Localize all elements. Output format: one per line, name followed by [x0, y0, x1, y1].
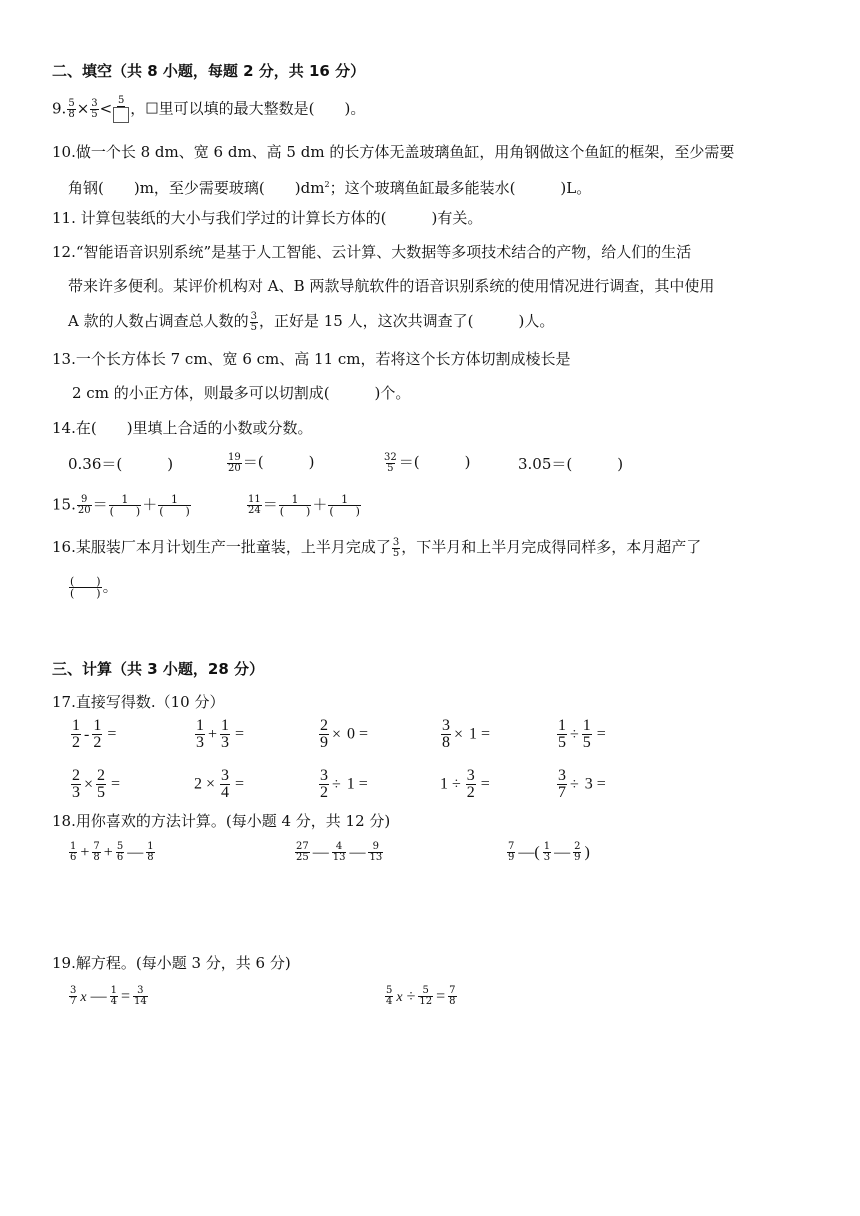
operator: — [127, 843, 144, 861]
q9-text: ，☐里可以填的最大整数是( )。 [130, 99, 366, 118]
q14-d: 3.05＝( ) [518, 455, 624, 473]
operator: — [554, 843, 571, 861]
fraction: $\frac{3}{2}$ [320, 767, 328, 801]
operator: 1 ÷ [440, 775, 465, 793]
fraction: $\frac{5}{12}$ [419, 985, 433, 1007]
q17-item [556, 768, 606, 801]
operator: —( [518, 843, 540, 861]
operator: — [312, 843, 329, 861]
fraction: $\frac{3}{7}$ [558, 767, 566, 801]
q9-lt: < [99, 99, 113, 118]
equals: 0 = [343, 725, 369, 743]
operator: + [208, 725, 218, 743]
fraction: $\frac{9}{13}$ [369, 841, 383, 863]
fraction: $\frac{7}{8}$ [449, 985, 456, 1007]
fraction: $\frac{1}{3}$ [196, 717, 204, 751]
q10-line2: 角钢( )m，至少需要玻璃( )$dm^2$；这个玻璃鱼缸最多能装水( )L。 [68, 179, 592, 197]
q15-expr-1: 15. $\frac{9}{20}$ ＝ $\frac{1}{( )}$ ＋ $\frac{1}{( )}$ [52, 493, 190, 518]
fraction: $\frac{3}{8}$ [442, 717, 450, 751]
fraction: $\frac{1}{3}$ [221, 717, 230, 751]
q18-expr-1 [68, 842, 156, 863]
fraction: $\frac{1}{8}$ [147, 841, 154, 863]
fraction: $\frac{2}{5}$ [97, 767, 106, 801]
operator: — [90, 987, 107, 1005]
fraction: $\frac{3}{4}$ [221, 767, 230, 801]
q18-title: 18.用你喜欢的方法计算。(每小题 4 分，共 12 分) [52, 812, 391, 830]
q13-line1: 13.一个长方体长 7 cm、宽 6 cm、高 11 cm，若将这个长方体切割成棱长是 [52, 350, 571, 368]
q17-item [556, 718, 606, 751]
equals: 1 = [342, 775, 368, 793]
fraction: $\frac{2}{9}$ [320, 717, 328, 751]
operator: ÷ [570, 725, 579, 743]
question-11: 11. 计算包装纸的大小与我们学过的计算长方体的( )有关。 [52, 209, 483, 227]
fraction: $\frac{1}{4}$ [110, 985, 117, 1007]
q13-line2: 2 cm 的小正方体，则最多可以切割成( )个。 [72, 384, 411, 402]
q19-equation-2 [384, 986, 458, 1007]
question-9 [52, 96, 365, 123]
q17-item [70, 768, 120, 801]
fraction: $\frac{1}{5}$ [558, 717, 566, 751]
variable-x: x [80, 989, 87, 1005]
q9-times: × [76, 99, 90, 118]
q12-line2: 带来许多便利。某评价机构对 A、B 两款导航软件的语音识别系统的使用情况进行调查，其中使用 [68, 277, 715, 295]
fraction: $\frac{4}{13}$ [332, 841, 346, 863]
q16-line2: $\frac{( )}{( )}$ 。 [70, 575, 118, 600]
fraction: $\frac{7}{8}$ [93, 841, 100, 863]
q18-expr-3 [506, 842, 592, 863]
equals: = [120, 987, 130, 1005]
operator: - [84, 725, 90, 743]
fraction: $\frac{1}{3}$ [543, 841, 551, 863]
fraction: $\frac{1}{2}$ [72, 717, 80, 751]
equals: = [107, 775, 121, 793]
fraction: $\frac{1}{5}$ [582, 717, 591, 751]
q17-item [440, 768, 490, 801]
q10-line1: 10.做一个长 8 dm、宽 6 dm、高 5 dm 的长方体无盖玻璃鱼缸，用角钢做这个鱼缸的框架，至少需要 [52, 143, 735, 161]
q19-equation-1 [68, 986, 149, 1007]
q18-expr-2 [294, 842, 384, 863]
q17-title: 17.直接写得数.（10 分） [52, 693, 225, 711]
q9-fraction-1: $\frac{5}{8}$ [68, 98, 75, 120]
equals: = [592, 725, 606, 743]
q17-item [318, 718, 368, 751]
operator: ÷ [332, 775, 341, 793]
equals: 1 = [465, 725, 491, 743]
fraction: $\frac{7}{9}$ [508, 841, 515, 863]
q17-item [318, 768, 368, 801]
equals: = [436, 987, 446, 1005]
q19-title: 19.解方程。(每小题 3 分，共 6 分) [52, 954, 291, 972]
fraction: $\frac{5}{6}$ [116, 841, 124, 863]
equals: = [231, 725, 245, 743]
q14-title: 14.在( )里填上合适的小数或分数。 [52, 419, 313, 437]
fraction: $\frac{2}{9}$ [574, 841, 581, 863]
operator: × [332, 725, 342, 743]
equals: = [231, 775, 245, 793]
q17-item [70, 718, 116, 751]
operator: ÷ [406, 987, 416, 1005]
equals: = [103, 725, 117, 743]
fraction: $\frac{2}{3}$ [72, 767, 80, 801]
q17-item [194, 718, 244, 751]
q12-line3: A 款的人数占调查总人数的 $\frac{3}{5}$ ，正好是 15 人，这次共调查了( )人。 [68, 310, 555, 333]
q12-line1: 12.“智能语音识别系统”是基于人工智能、云计算、大数据等多项技术结合的产物，给人们的生活 [52, 243, 692, 261]
operator: ÷ [570, 775, 579, 793]
equals: = [476, 775, 490, 793]
q17-item [194, 768, 244, 801]
q12-fraction: $\frac{3}{5}$ [250, 310, 257, 333]
operator: — [349, 843, 366, 861]
fraction: $\frac{1}{2}$ [93, 717, 102, 751]
q9-fraction-2: $\frac{3}{5}$ [91, 98, 98, 120]
operator: 2 × [194, 775, 220, 793]
q15-expr-2: $\frac{11}{24}$ ＝ $\frac{1}{( )}$ ＋ $\frac{1}{( )}$ [248, 493, 360, 518]
operator: + [103, 843, 113, 861]
fraction: $\frac{3}{14}$ [134, 985, 147, 1007]
fraction: $\frac{3}{2}$ [466, 767, 475, 801]
q16-line1: 16.某服装厂本月计划生产一批童装，上半月完成了 $\frac{3}{5}$ ，下半月和上半月完成得同样多，本月超产了 [52, 536, 702, 559]
section2-title: 二、填空（共 8 小题，每题 2 分，共 16 分） [52, 62, 366, 80]
fraction: $\frac{3}{7}$ [70, 985, 77, 1007]
q14-b: $\frac{19}{20}$ ＝( ) [228, 451, 315, 474]
q14-c: $\frac{32}{5}$ ＝( ) [384, 451, 471, 474]
paren: ) [584, 843, 590, 861]
operator: + [80, 843, 90, 861]
operator: × [84, 775, 94, 793]
q9-number: 9. [52, 99, 67, 118]
section3-title: 三、计算（共 3 小题，28 分） [52, 660, 264, 678]
q14-a: 0.36＝( ) [68, 455, 174, 473]
fraction: $\frac{5}{4}$ [386, 985, 393, 1007]
equals: 3 = [580, 775, 606, 793]
q9-box-fraction[interactable]: 5 [113, 96, 129, 123]
fraction: $\frac{1}{6}$ [70, 841, 77, 863]
q17-item [440, 718, 490, 751]
fraction: $\frac{27}{25}$ [296, 841, 309, 863]
variable-x: x [396, 989, 403, 1005]
operator: × [454, 725, 464, 743]
q9-answer-box[interactable] [113, 107, 129, 123]
